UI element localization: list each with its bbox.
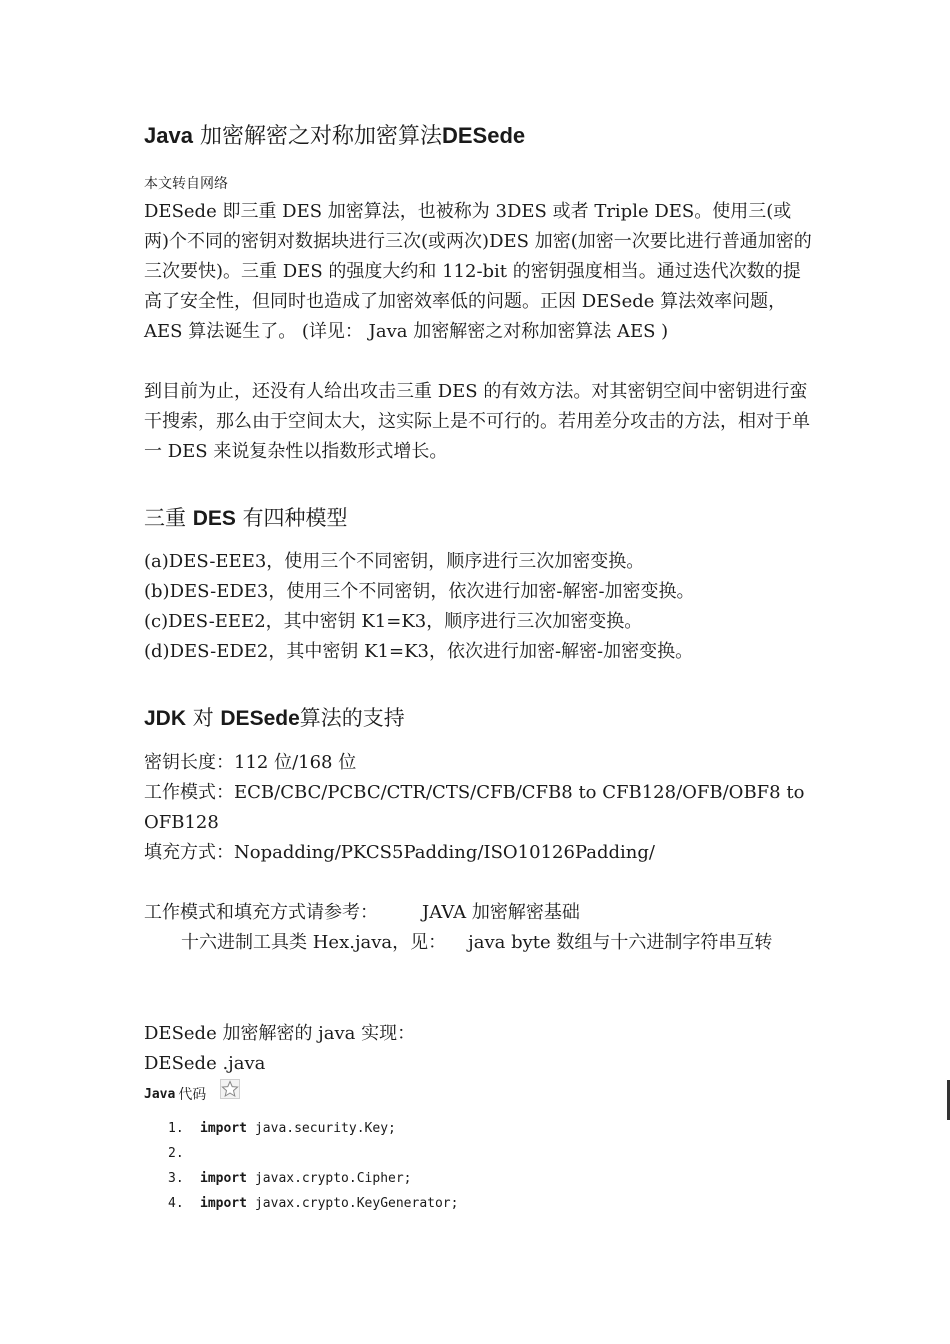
code-line: [168, 1116, 458, 1141]
code-header: [144, 1084, 812, 1106]
star-icon[interactable]: [220, 1079, 240, 1099]
code-lang: Java: [144, 1087, 176, 1102]
line-number: 1.: [168, 1121, 184, 1136]
code-keyword: import: [200, 1171, 247, 1186]
title-desede: DESede: [441, 123, 526, 148]
models-heading-des: DES: [192, 507, 236, 530]
impl-filename: DESede .java: [144, 1053, 266, 1074]
code-text: javax.crypto.Cipher;: [254, 1171, 412, 1186]
code-block: [168, 1116, 458, 1216]
code-keyword: import: [200, 1121, 247, 1136]
attack-paragraph: 到目前为止，还没有人给出攻击三重 DES 的有效方法。对其密钥空间中密钥进行蛮干搜索，那么由于空间太大，这实际上是不可行的。若用差分攻击的方法，相对于单一 DES 来说复杂性以指数形式增长。: [144, 381, 810, 462]
models-heading: [144, 502, 812, 535]
models-heading-post: 有四种模型: [242, 506, 348, 530]
jdk-heading-post: 算法的支持: [299, 706, 405, 730]
jdk-support-list: [144, 748, 812, 868]
line-number: 3.: [168, 1171, 184, 1186]
model-item: (b)DES-EDE3，使用三个不同密钥，依次进行加密-解密-加密变换。: [144, 581, 695, 602]
code-line: [168, 1166, 458, 1191]
jdk-heading: [144, 702, 812, 735]
ref-link-hex-convert[interactable]: java byte 数组与十六进制字符串互转: [468, 932, 773, 953]
implementation-section: [144, 1019, 812, 1079]
jdk-heading-jdk: JDK: [144, 707, 187, 730]
models-heading-pre: 三重: [144, 506, 186, 530]
title-plain: 加密解密之对称加密算法: [199, 124, 442, 149]
padding-modes: 填充方式：Nopadding/PKCS5Padding/ISO10126Padding/: [144, 842, 655, 863]
jdk-heading-mid: 对: [192, 706, 214, 730]
work-modes-cont: OFB128: [144, 812, 219, 833]
model-item: (d)DES-EDE2，其中密钥 K1=K3，依次进行加密-解密-加密变换。: [144, 641, 694, 662]
jdk-heading-desede: DESede: [220, 707, 300, 730]
references: [144, 898, 812, 958]
code-label: 代码: [178, 1087, 207, 1103]
source-note: 本文转自网络: [144, 176, 228, 192]
ref-label: 工作模式和填充方式请参考：: [144, 902, 378, 923]
line-number: 2.: [168, 1146, 184, 1161]
reference-row: [144, 928, 812, 958]
code-text: java.security.Key;: [254, 1121, 396, 1136]
key-length: 密钥长度：112 位/168 位: [144, 752, 357, 773]
impl-label: DESede 加密解密的 java 实现：: [144, 1023, 416, 1044]
code-line: [168, 1191, 458, 1216]
model-item: (c)DES-EEE2，其中密钥 K1=K3，顺序进行三次加密变换。: [144, 611, 643, 632]
work-modes: 工作模式：ECB/CBC/PCBC/CTR/CTS/CFB/CFB8 to CFB128/OFB/OBF8 to: [144, 782, 805, 803]
page-title: [144, 120, 812, 153]
intro-paragraph: DESede 即三重 DES 加密算法，也被称为 3DES 或者 Triple DES。使用三(或两)个不同的密钥对数据块进行三次(或两次)DES 加密(加密一次要比进行普通加密的三次要快)。三重 DES 的强度大约和 112-bit 的密钥强度相当。通过迭代次数的提高了安全性，但同时也造成了加密效率低的问题。正因 DESede 算法效率问题，AES 算法诞生了。 (详见： Java 加密解密之对称加密算法 AES ): [144, 201, 812, 342]
line-number: 4.: [168, 1196, 184, 1211]
ref-link-java-basics[interactable]: JAVA 加密解密基础: [422, 902, 580, 923]
code-line: [168, 1141, 458, 1166]
ref-label: 十六进制工具类 Hex.java，见：: [181, 932, 447, 953]
title-java: Java: [144, 123, 193, 148]
code-keyword: import: [200, 1196, 247, 1211]
reference-row: [144, 898, 812, 928]
model-item: (a)DES-EEE3，使用三个不同密钥，顺序进行三次加密变换。: [144, 551, 645, 572]
models-list: [144, 547, 812, 667]
code-text: javax.crypto.KeyGenerator;: [254, 1196, 459, 1211]
